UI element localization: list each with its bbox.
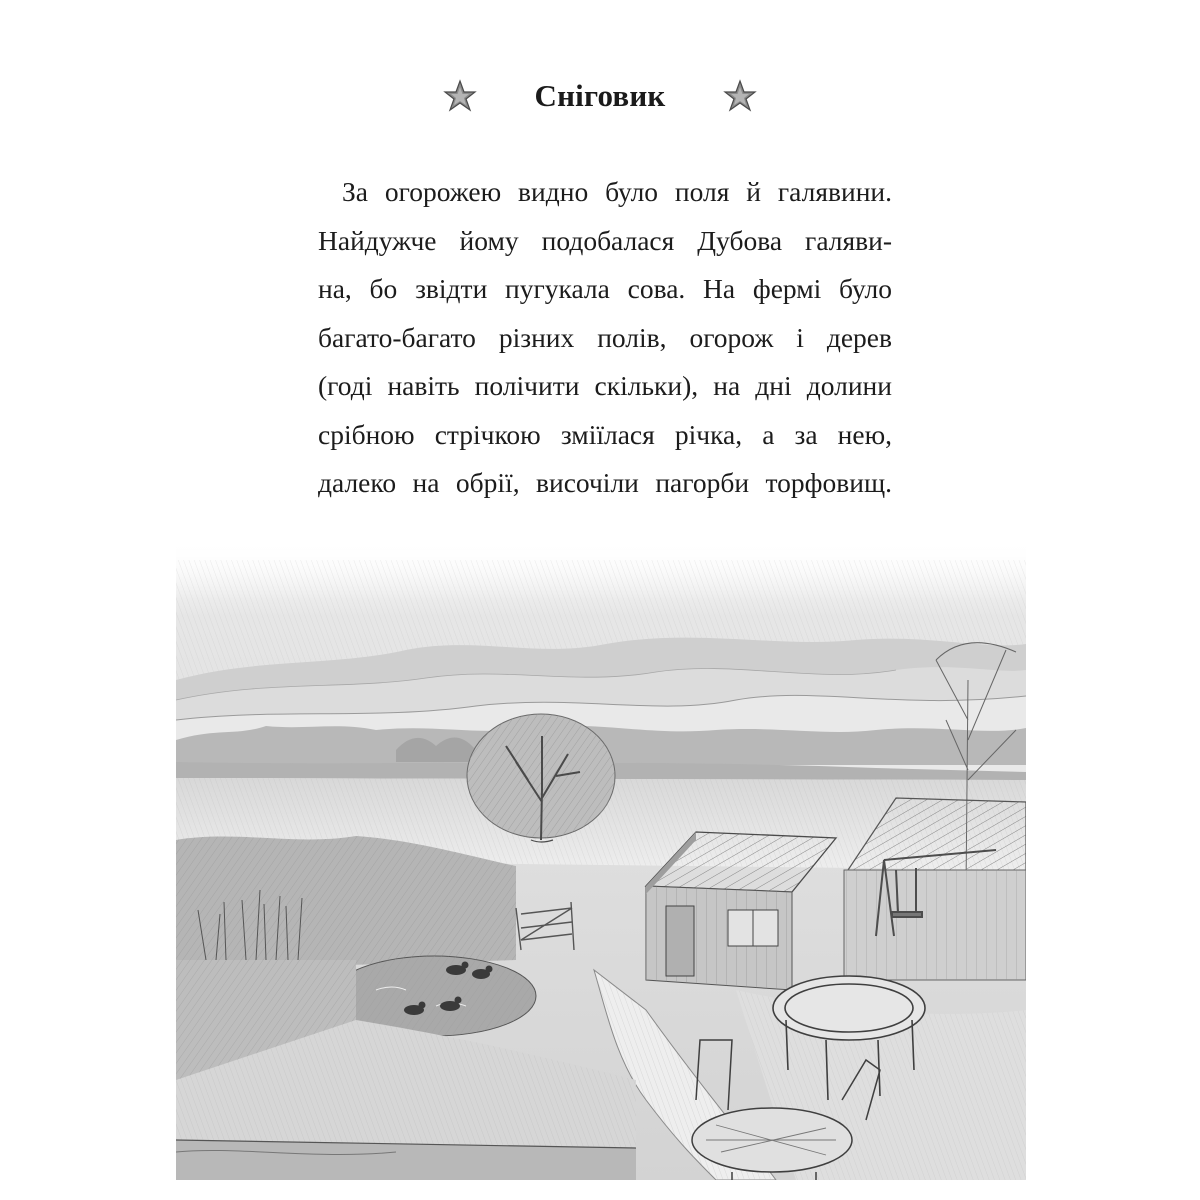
text-line: (годі навіть полічити скільки), на дні долини <box>318 370 892 401</box>
star-icon <box>723 79 757 113</box>
text-line: Найдужче йому подобалася Дубова галяви- <box>318 224 892 256</box>
text-line: багато-багато різних полів, огорож і дерев <box>318 321 892 353</box>
farm-landscape-illustration <box>176 540 1026 1180</box>
chapter-header <box>0 66 1200 126</box>
text-line: далеко на обрії, височіли пагорби торфовищ. <box>318 467 892 498</box>
star-icon <box>443 79 477 113</box>
text-line: на, бо звідти пугукала сова. На фермі було <box>318 273 892 304</box>
text-line: За огорожею видно було поля й галявини. <box>342 176 892 207</box>
body-text <box>318 168 892 508</box>
text-line: срібною стрічкою зміїлася річка, а за нею, <box>318 418 892 450</box>
chapter-title: Сніговик <box>534 78 666 113</box>
